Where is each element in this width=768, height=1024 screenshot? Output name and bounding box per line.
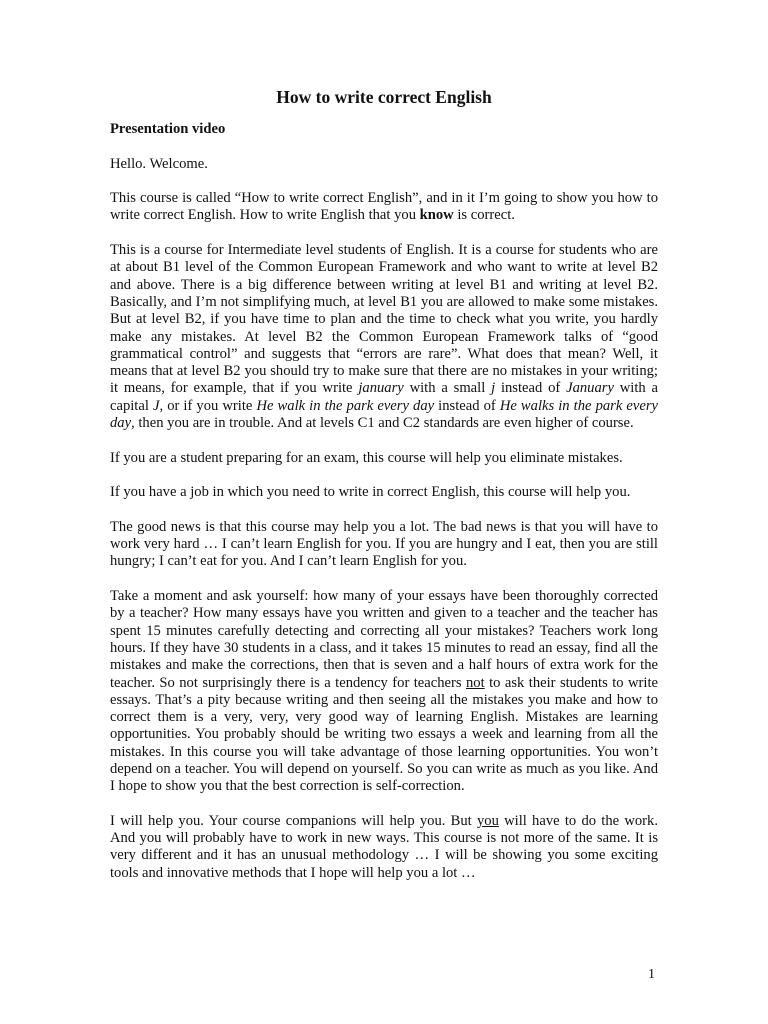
paragraph-course-intro bbox=[110, 190, 658, 225]
paragraph-job: If you have a job in which you need to write in correct English, this course will help you. bbox=[110, 484, 631, 501]
text-run: to ask their students to write essays. That’s a pity because writing and then seeing all the mistakes you make and how to correct them is a very, very, very good way of learning English. Mistakes are learning opportunities. You probably should be writing two essays a week and learning from all the mistakes. In this course you will take advantage of those learning opportunities. You won’t depend on a teacher. You will depend on yourself. So you can write as much as you like. And I hope to show you that the best correction is self-correction. bbox=[110, 674, 658, 795]
text-run: with a small bbox=[403, 380, 492, 397]
emphasis-not: not bbox=[466, 674, 485, 691]
text-run: This is a course for Intermediate level students of English. It is a course for students who are at about B1 level of the Common European Framework and who want to write at level B2 and above. There is a big difference between writing at level B1 and writing at level B2. Basically, and I’m not simplifying much, at level B1 you are allowed to make some mistakes. But at level B2, if you have time to plan and the time to check what you write, you hardly make any mistakes. At level B2 the Common European Framework talks of “good grammatical control” and suggests that “errors are rare”. What does that mean? Well, it means that at level B2 you should try to make sure that there are no mistakes in your writing; it means, for example, that if you write bbox=[110, 242, 658, 397]
example-italic: j bbox=[491, 380, 496, 397]
example-italic: January bbox=[566, 380, 614, 397]
example-italic: january bbox=[358, 380, 404, 397]
document-body bbox=[110, 121, 658, 899]
text-run: will have to do the work. And you will probably have to work in new ways. This course is not more of the same. It is very different and it has an unusual methodology … I will be showing you some exciting tools and innovative methods that I hope will help you a lot … bbox=[110, 812, 658, 881]
example-italic: He walk in the park every day bbox=[256, 397, 435, 414]
paragraph-help bbox=[110, 813, 658, 882]
text-run: with a capital bbox=[110, 380, 658, 414]
text-run: Take a moment and ask yourself: how many of your essays have been thoroughly corrected by a teacher? How many essays have you written and given to a teacher and the teacher has spent 15 minutes carefully detecting and correcting all your mistakes? Teachers work long hours. If they have 30 students in a class, and it takes 15 minutes to read an essay, find all the mistakes and make the corrections, then that is seven and a half hours of extra work for the teacher. So not surprisingly there is a tendency for teachers bbox=[110, 588, 658, 691]
text-run: instead of bbox=[434, 397, 500, 414]
text-run: This course is called “How to write correct English”, and in it I’m going to show you how to write correct English. How to write English that you bbox=[110, 190, 658, 224]
paragraph-levels bbox=[110, 242, 658, 432]
page-number: 1 bbox=[648, 967, 655, 982]
paragraph-exam: If you are a student preparing for an exam, this course will help you eliminate mistakes. bbox=[110, 449, 623, 466]
text-run: I will help you. Your course companions will help you. But bbox=[110, 812, 477, 829]
example-italic: He walks in the park every day bbox=[110, 397, 658, 432]
paragraph-good-news: The good news is that this course may help you a lot. The bad news is that you will have to work very hard … I can’t learn English for you. If you are hungry and I eat, then you are still hungry; I can’t eat for you. And I can’t learn English for you. bbox=[110, 518, 658, 570]
emphasis-know: know bbox=[419, 207, 454, 224]
text-run: , or if you write bbox=[159, 397, 257, 414]
text-run: , then you are in trouble. And at levels C1 and C2 standards are even higher of course. bbox=[131, 415, 634, 432]
paragraph-greeting: Hello. Welcome. bbox=[110, 155, 208, 172]
paragraph-essays bbox=[110, 588, 658, 796]
emphasis-you: you bbox=[476, 812, 499, 829]
example-italic: J bbox=[152, 397, 160, 414]
document-subtitle: Presentation video bbox=[110, 121, 226, 137]
text-run: instead of bbox=[495, 380, 567, 397]
document-title: How to write correct English bbox=[276, 87, 492, 107]
text-run: is correct. bbox=[453, 207, 515, 224]
